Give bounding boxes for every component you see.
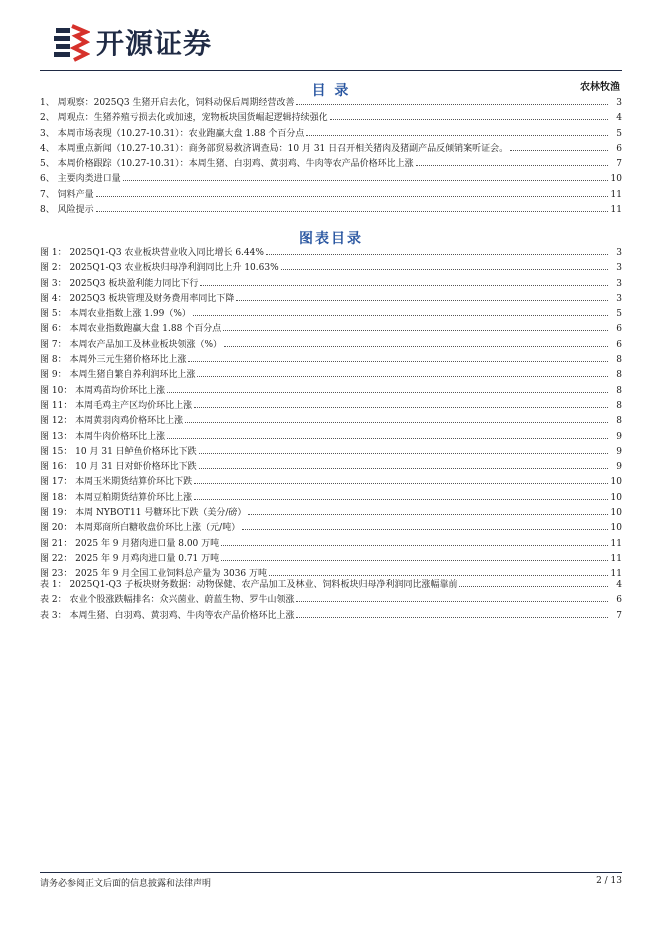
- contents-title: 目 录: [311, 83, 351, 99]
- figure-entry[interactable]: [40, 552, 622, 567]
- table-entry-page: 7: [616, 610, 622, 621]
- figure-entry-label: 图 21： 2025 年 9 月猪肉进口量 8.00 万吨: [40, 538, 220, 549]
- figure-entry-page: 6: [616, 324, 622, 335]
- figure-entry[interactable]: [40, 338, 622, 353]
- contents-entry-page: 3: [616, 98, 622, 108]
- figure-entry-page: 11: [610, 553, 622, 564]
- dot-leader: [194, 499, 608, 500]
- dot-leader: [185, 422, 608, 423]
- contents-entry-label: 8、 风险提示: [40, 205, 94, 216]
- figure-entry[interactable]: [40, 307, 622, 322]
- dot-leader: [194, 483, 608, 484]
- page-number: 2 / 13: [596, 876, 622, 886]
- contents-entry-label: 4、 本周重点新闻（10.27-10.31）：商务部贸易救济调查局：10 月 31 日召开相关猪肉及猪副产品反倾销案听证会。: [40, 143, 509, 154]
- figure-entry-page: 3: [616, 248, 622, 258]
- dot-leader: [193, 315, 608, 316]
- figure-entry-label: 图 22： 2025 年 9 月鸡肉进口量 0.71 万吨: [40, 553, 220, 564]
- figure-entry[interactable]: [40, 322, 622, 337]
- figure-entry-label: 图 8： 本周外三元生猪价格环比上涨: [40, 355, 187, 366]
- table-entry-label: 表 3： 本周生猪、白羽鸡、黄羽鸡、牛肉等农产品价格环比上涨: [40, 610, 295, 621]
- footer-disclaimer: 请务必参阅正文后面的信息披露和法律声明: [40, 879, 212, 889]
- table-entry[interactable]: [40, 593, 622, 608]
- contents-entry-label: 2、 周观点：生猪养殖亏损去化或加速，宠物板块国货崛起逻辑持续强化: [40, 113, 328, 124]
- contents-entry-page: 11: [610, 189, 622, 200]
- figure-entry-label: 图 16： 10 月 31 日对虾价格环比下跌: [40, 462, 197, 473]
- figure-entry-page: 3: [616, 263, 622, 274]
- dot-leader: [269, 575, 608, 576]
- figure-entry-page: 10: [610, 508, 622, 519]
- table-entry-label: 表 1： 2025Q1-Q3 子板块财务数据：动物保健、农产品加工及林业、饲料板块归母净利润同比涨幅靠前: [40, 580, 458, 590]
- dot-leader: [167, 438, 608, 439]
- dot-leader: [221, 545, 608, 546]
- figure-entry-page: 10: [610, 492, 622, 503]
- logo-text: 开源证券: [96, 27, 213, 60]
- dot-leader: [223, 330, 608, 331]
- dot-leader: [194, 407, 608, 408]
- header-rule: [40, 70, 622, 71]
- figure-entry-page: 9: [616, 431, 622, 442]
- dot-leader: [188, 361, 608, 362]
- figure-entry[interactable]: [40, 414, 622, 429]
- dot-leader: [330, 119, 608, 120]
- contents-entry-page: 11: [610, 205, 622, 216]
- figure-entry-page: 3: [616, 278, 622, 289]
- figure-entry-page: 10: [610, 523, 622, 534]
- figure-entry-label: 图 19： 本周 NYBOT11 号糖环比下跌（美分/磅）: [40, 508, 247, 519]
- figure-entry-page: 8: [616, 355, 622, 366]
- contents-entry[interactable]: [40, 111, 622, 126]
- figure-entry[interactable]: [40, 460, 622, 475]
- figure-entry[interactable]: [40, 353, 622, 368]
- figures-title: 图表目录: [299, 231, 363, 247]
- dot-leader: [197, 376, 608, 377]
- dot-leader: [459, 586, 608, 587]
- contents-entry-page: 6: [616, 143, 622, 154]
- footer-rule: [40, 872, 622, 873]
- figure-entry[interactable]: [40, 506, 622, 521]
- dot-leader: [224, 346, 608, 347]
- contents-list: [40, 96, 622, 218]
- figure-entry[interactable]: [40, 521, 622, 536]
- table-entry[interactable]: [40, 578, 622, 593]
- dot-leader: [236, 300, 608, 301]
- figure-entry-page: 8: [616, 385, 622, 396]
- dot-leader: [281, 269, 608, 270]
- table-entry[interactable]: [40, 609, 622, 624]
- dot-leader: [296, 104, 608, 105]
- dot-leader: [96, 196, 608, 197]
- figure-entry-page: 9: [616, 462, 622, 473]
- tables-list: [40, 578, 622, 624]
- contents-entry-label: 3、 本周市场表现（10.27-10.31）：农业跑赢大盘 1.88 个百分点: [40, 128, 305, 139]
- contents-entry[interactable]: [40, 188, 622, 203]
- figure-entry-label: 图 17： 本周玉米期货结算价环比下跌: [40, 477, 193, 488]
- figure-entry-page: 6: [616, 339, 622, 350]
- contents-entry[interactable]: [40, 157, 622, 172]
- contents-entry[interactable]: [40, 127, 622, 142]
- figure-entry-label: 图 13： 本周牛肉价格环比上涨: [40, 431, 166, 442]
- contents-entry-label: 5、 本周价格跟踪（10.27-10.31）：本周生猪、白羽鸡、黄羽鸡、牛肉等农产品价格环比上涨: [40, 159, 414, 170]
- contents-entry-label: 7、 饲料产量: [40, 189, 94, 200]
- figure-entry-page: 5: [616, 309, 622, 320]
- figure-entry[interactable]: [40, 445, 622, 460]
- figure-entry-label: 图 3： 2025Q3 板块盈利能力同比下行: [40, 278, 199, 289]
- dot-leader: [123, 180, 608, 181]
- sector-label: 农林牧渔: [580, 82, 620, 93]
- figure-entry-page: 10: [610, 477, 622, 488]
- contents-entry[interactable]: [40, 172, 622, 187]
- figure-entry[interactable]: [40, 246, 622, 261]
- figure-entry-label: 图 12： 本周黄羽肉鸡价格环比上涨: [40, 416, 184, 427]
- figure-entry-label: 图 2： 2025Q1-Q3 农业板块归母净利润同比上升 10.63%: [40, 263, 279, 274]
- dot-leader: [167, 392, 608, 393]
- table-entry-page: 6: [616, 595, 622, 606]
- contents-entry-page: 7: [616, 159, 622, 170]
- figure-entry-label: 图 5： 本周农业指数上涨 1.99（%）: [40, 309, 191, 320]
- dot-leader: [199, 468, 608, 469]
- figure-entry-label: 图 9： 本周生猪自繁自养利润环比上涨: [40, 370, 196, 381]
- figure-entry-label: 图 1： 2025Q1-Q3 农业板块营业收入同比增长 6.44%: [40, 248, 264, 258]
- dot-leader: [199, 453, 608, 454]
- contents-entry-page: 10: [610, 174, 622, 185]
- dot-leader: [248, 514, 608, 515]
- contents-entry[interactable]: [40, 203, 622, 218]
- figure-entry-page: 3: [616, 293, 622, 304]
- dot-leader: [96, 211, 608, 212]
- figure-entry[interactable]: [40, 384, 622, 399]
- figure-entry[interactable]: [40, 430, 622, 445]
- figure-entry[interactable]: [40, 475, 622, 490]
- figures-list: [40, 246, 622, 583]
- logo-mark-icon: [52, 22, 90, 62]
- contents-entry-label: 1、 周观察：2025Q3 生猪开启去化，饲料动保后周期经营改善: [40, 98, 295, 108]
- contents-entry-page: 5: [616, 128, 622, 139]
- figure-entry[interactable]: [40, 399, 622, 414]
- dot-leader: [306, 135, 608, 136]
- figure-entry[interactable]: [40, 537, 622, 552]
- dot-leader: [221, 560, 608, 561]
- figure-entry-label: 图 11： 本周毛鸡主产区均价环比上涨: [40, 400, 193, 411]
- figure-entry[interactable]: [40, 368, 622, 383]
- figure-entry-page: 9: [616, 446, 622, 457]
- figure-entry-page: 8: [616, 370, 622, 381]
- figure-entry[interactable]: [40, 277, 622, 292]
- figure-entry-page: 11: [610, 538, 622, 549]
- figure-entry-page: 8: [616, 400, 622, 411]
- figure-entry[interactable]: [40, 292, 622, 307]
- contents-entry[interactable]: [40, 142, 622, 157]
- figure-entry-label: 图 10： 本周鸡苗均价环比上涨: [40, 385, 166, 396]
- contents-entry-label: 6、 主要肉类进口量: [40, 174, 121, 185]
- figure-entry-label: 图 18： 本周豆粕期货结算价环比上涨: [40, 492, 193, 503]
- figure-entry[interactable]: [40, 491, 622, 506]
- dot-leader: [266, 254, 608, 255]
- figure-entry-page: 8: [616, 416, 622, 427]
- contents-entry-page: 4: [616, 113, 622, 124]
- table-entry-label: 表 2： 农业个股涨跌幅排名：众兴菌业、蔚蓝生物、罗牛山领涨: [40, 595, 295, 606]
- dot-leader: [200, 285, 608, 286]
- dot-leader: [296, 617, 608, 618]
- figure-entry-label: 图 6： 本周农业指数跑赢大盘 1.88 个百分点: [40, 324, 222, 335]
- figure-entry-label: 图 4： 2025Q3 板块管理及财务费用率同比下降: [40, 293, 235, 304]
- figure-entry-label: 图 23： 2025 年 9 月全国工业饲料总产量为 3036 万吨: [40, 569, 268, 580]
- contents-entry[interactable]: [40, 96, 622, 111]
- dot-leader: [296, 601, 608, 602]
- dot-leader: [242, 529, 608, 530]
- figure-entry-label: 图 7： 本周农产品加工及林业板块领涨（%）: [40, 339, 223, 350]
- figure-entry-page: 11: [610, 569, 622, 580]
- figure-entry-label: 图 20： 本周郑商所白糖收盘价环比上涨（元/吨）: [40, 523, 241, 534]
- dot-leader: [416, 165, 608, 166]
- dot-leader: [510, 150, 608, 151]
- company-logo: [52, 20, 252, 64]
- table-entry-page: 4: [616, 580, 622, 590]
- figure-entry[interactable]: [40, 261, 622, 276]
- figure-entry-label: 图 15： 10 月 31 日鲈鱼价格环比下跌: [40, 446, 197, 457]
